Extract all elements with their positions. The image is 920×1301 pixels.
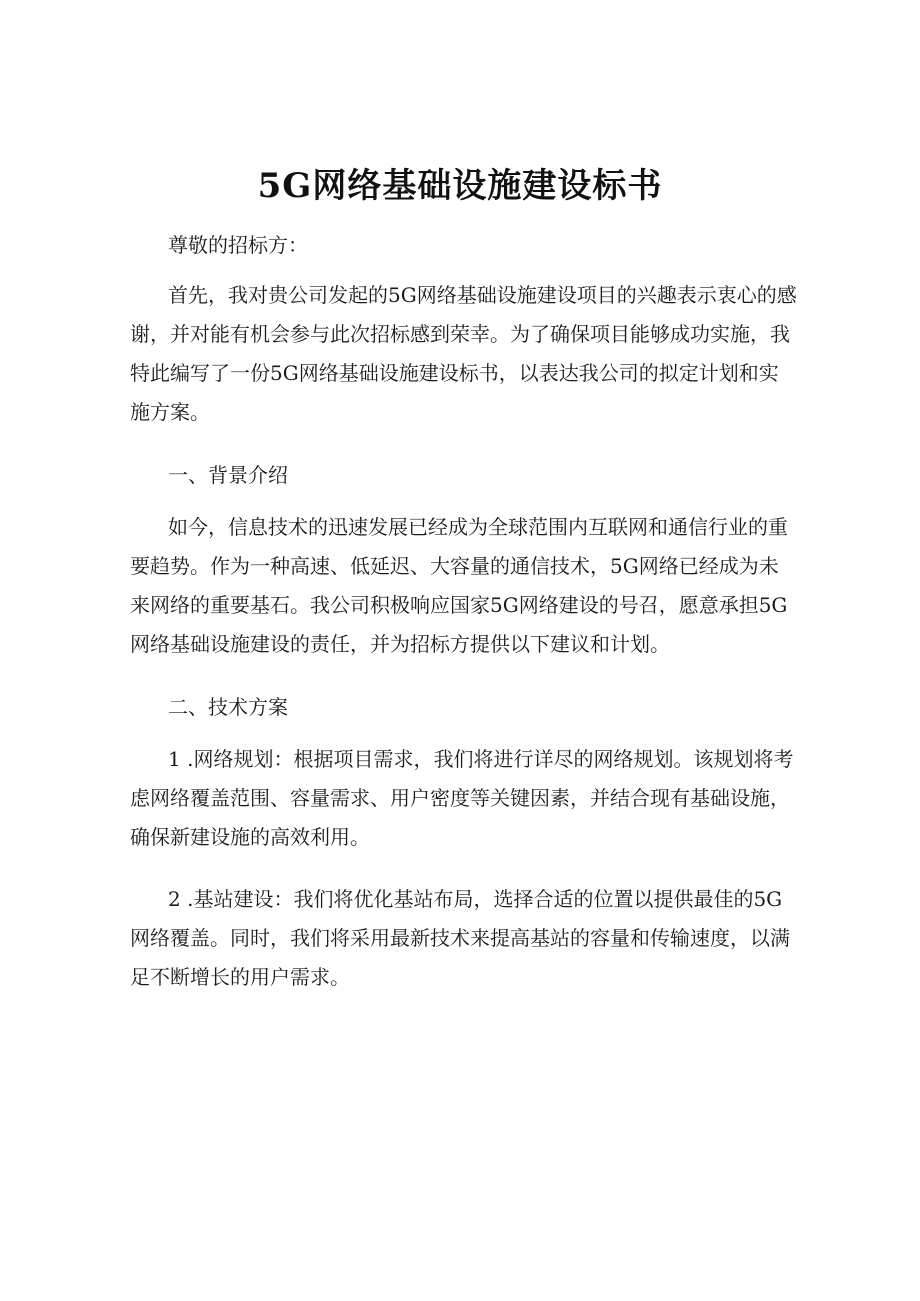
item1-line: 确保新建设施的高效利用。 <box>130 825 370 849</box>
item1-paragraph <box>130 740 802 857</box>
section1-heading <box>130 456 840 495</box>
salutation-text: 尊敬的招标方： <box>168 233 308 257</box>
item2-line: 2 .基站建设：我们将优化基站布局，选择合适的位置以提供最佳的5G <box>168 887 783 911</box>
section2-heading-text: 二、技术方案 <box>168 695 288 719</box>
section1-line: 网络基础设施建设的责任，并为招标方提供以下建议和计划。 <box>130 632 670 656</box>
intro-line: 谢，并对能有机会参与此次招标感到荣幸。为了确保项目能够成功实施，我 <box>130 322 790 346</box>
section1-line: 如今，信息技术的迅速发展已经成为全球范围内互联网和通信行业的重 <box>168 515 788 539</box>
salutation <box>130 226 840 265</box>
section1-line: 来网络的重要基石。我公司积极响应国家5G网络建设的号召，愿意承担5G <box>130 593 788 617</box>
intro-line: 特此编写了一份5G网络基础设施建设标书，以表达我公司的拟定计划和实 <box>130 361 779 385</box>
section1-line: 要趋势。作为一种高速、低延迟、大容量的通信技术，5G网络已经成为未 <box>130 554 779 578</box>
item1-line: 虑网络覆盖范围、容量需求、用户密度等关键因素，并结合现有基础设施， <box>130 786 790 810</box>
item2-line: 网络覆盖。同时，我们将采用最新技术来提高基站的容量和传输速度，以满 <box>130 926 790 950</box>
document-title: 5G网络基础设施建设标书 <box>257 166 663 206</box>
section2-heading <box>130 688 840 727</box>
item2-line: 足不断增长的用户需求。 <box>130 965 350 989</box>
item2-paragraph <box>130 880 802 997</box>
section1-heading-text: 一、背景介绍 <box>168 463 288 487</box>
intro-line: 施方案。 <box>130 400 210 424</box>
item1-line: 1 .网络规划：根据项目需求，我们将进行详尽的网络规划。该规划将考 <box>168 747 794 771</box>
intro-line: 首先，我对贵公司发起的5G网络基础设施建设项目的兴趣表示衷心的感 <box>168 283 797 307</box>
section1-paragraph <box>130 508 802 664</box>
intro-paragraph <box>130 276 802 432</box>
